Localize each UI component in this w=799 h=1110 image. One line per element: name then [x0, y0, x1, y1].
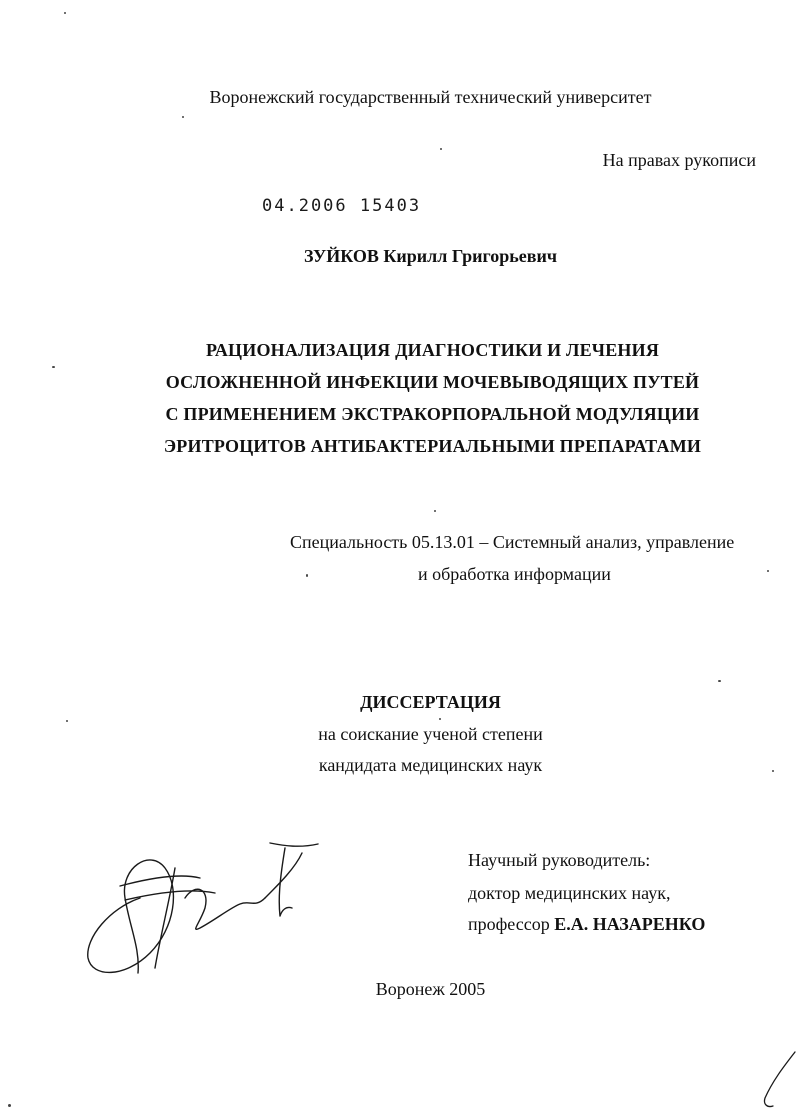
scan-speck: [64, 12, 66, 14]
specialty-line-1: Специальность 05.13.01 – Системный анализ, управление: [290, 532, 735, 552]
supervisor-degree: доктор медицинских наук,: [468, 883, 671, 903]
scan-speck: [8, 1104, 11, 1107]
thesis-title-line: ОСЛОЖНЕННОЙ ИНФЕКЦИИ МОЧЕВЫВОДЯЩИХ ПУТЕЙ: [165, 372, 700, 392]
scan-speck: [182, 116, 184, 118]
thesis-title-line: С ПРИМЕНЕНИЕМ ЭКСТРАКОРПОРАЛЬНОЙ МОДУЛЯЦИИ: [165, 404, 700, 424]
scan-speck: [52, 366, 55, 368]
scan-speck: [434, 510, 436, 512]
scan-speck: [439, 718, 441, 720]
specialty-line-2: и обработка информации: [418, 564, 611, 584]
thesis-title-line: РАЦИОНАЛИЗАЦИЯ ДИАГНОСТИКИ И ЛЕЧЕНИЯ: [205, 340, 660, 360]
handwritten-signature: [80, 838, 320, 978]
city-year: Воронеж 2005: [375, 979, 486, 999]
scan-speck: [772, 770, 774, 772]
supervisor-title-name: [468, 914, 705, 935]
supervisor-name: Е.А. НАЗАРЕНКО: [554, 914, 706, 934]
supervisor-role: Научный руководитель:: [468, 850, 651, 870]
scan-speck: [767, 570, 769, 572]
scan-speck: [306, 574, 308, 577]
scan-speck: [66, 720, 68, 722]
degree-purpose: на соискание ученой степени: [318, 724, 543, 744]
university-name: Воронежский государственный технический университет: [209, 87, 652, 107]
author-surname: ЗУЙКОВ: [303, 246, 379, 266]
registration-stamp: 04.2006 15403: [262, 196, 422, 216]
author-given-names: Кирилл Григорьевич: [383, 246, 558, 266]
degree-name: кандидата медицинских наук: [318, 755, 543, 775]
scan-speck: [718, 680, 721, 682]
thesis-title-line: ЭРИТРОЦИТОВ АНТИБАКТЕРИАЛЬНЫМИ ПРЕПАРАТАМИ: [163, 436, 702, 456]
supervisor-title: профессор: [468, 914, 550, 934]
scan-speck: [440, 148, 442, 150]
dissertation-heading: ДИССЕРТАЦИЯ: [360, 692, 501, 712]
author-name: [0, 246, 799, 267]
rights-note: На правах рукописи: [602, 150, 756, 170]
corner-pen-mark: [755, 1050, 799, 1110]
